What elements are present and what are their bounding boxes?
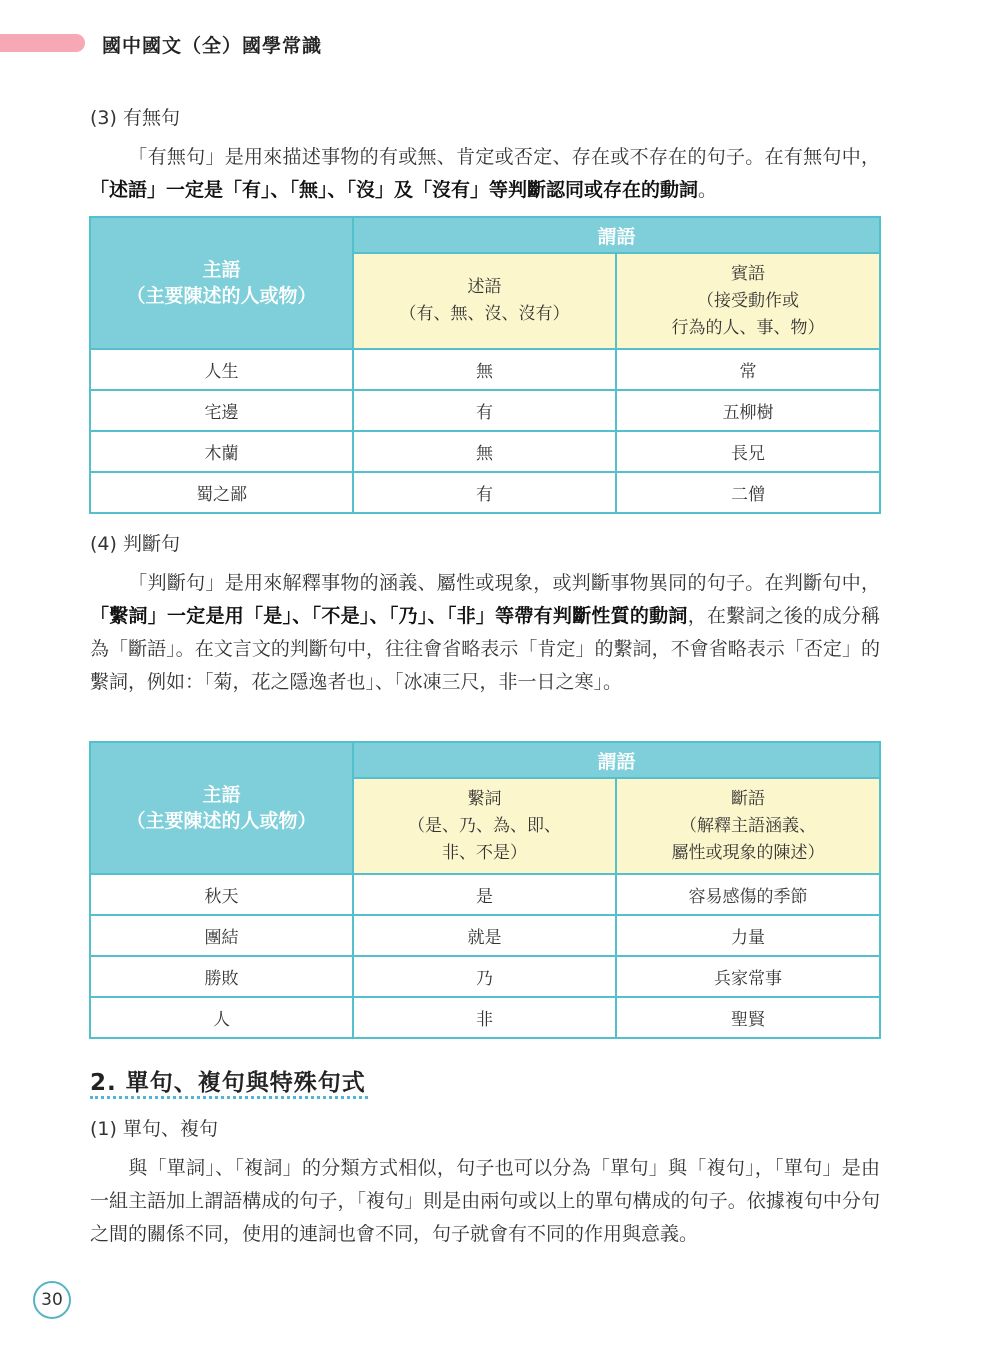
table-cell: 兵家常事 xyxy=(616,956,880,997)
paragraph-text: ，在繫詞之後的成分稱為「斷語」。在文言文的判斷句中，往往會省略表示「肯定」的繫詞，不會省略表示「否定」的繫詞，例如：「菊，花之隱逸者也」、「冰凍三尺，非一日之寒」。 xyxy=(90,605,880,693)
table-cell: 人 xyxy=(90,997,353,1038)
table-row xyxy=(90,915,880,956)
judgment-sentence-table xyxy=(89,741,881,1039)
section-title: 2. 單句、複句與特殊句式 xyxy=(90,1070,366,1096)
table-cell: 長兄 xyxy=(616,431,880,472)
paragraph-text: 。 xyxy=(698,179,718,201)
table-row xyxy=(90,431,880,472)
page-number: 30 xyxy=(33,1281,71,1319)
table-cell: 非 xyxy=(353,997,616,1038)
table-cell: 力量 xyxy=(616,915,880,956)
subheading-simple-compound: (1) 單句、複句 xyxy=(90,1118,218,1140)
existence-sentence-table xyxy=(89,216,881,514)
table-cell: 人生 xyxy=(90,349,353,390)
table-row xyxy=(90,997,880,1038)
object-header-note: 行為的人、事、物） xyxy=(671,317,825,338)
copula-header-note: （是、乃、為、即、 xyxy=(408,815,561,836)
verb-header xyxy=(353,253,616,349)
subheading-existence-sentence: (3) 有無句 xyxy=(90,107,180,129)
table-cell: 木蘭 xyxy=(90,431,353,472)
subject-header-note: （主要陳述的人或物） xyxy=(126,810,317,832)
verb-header-label: 述語 xyxy=(467,277,502,297)
predicate-complement-label: 斷語 xyxy=(731,788,765,809)
table-cell: 容易感傷的季節 xyxy=(616,874,880,915)
table-cell: 是 xyxy=(353,874,616,915)
copula-header xyxy=(353,778,616,874)
predicate-complement-header xyxy=(616,778,880,874)
table-cell: 團結 xyxy=(90,915,353,956)
copula-header-label: 繫詞 xyxy=(467,788,502,809)
predicate-header: 謂語 xyxy=(353,217,880,253)
subject-header-label: 主語 xyxy=(202,259,241,281)
table-cell: 常 xyxy=(616,349,880,390)
subject-header xyxy=(90,217,353,349)
table-cell: 蜀之鄙 xyxy=(90,472,353,513)
verb-header-note: （有、無、沒、沒有） xyxy=(399,304,570,324)
subject-header xyxy=(90,742,353,874)
object-header-label: 賓語 xyxy=(731,263,765,284)
predicate-complement-note: 屬性或現象的陳述） xyxy=(671,842,825,863)
paragraph-text: 與「單詞」、「複詞」的分類方式相似，句子也可以分為「單句」與「複句」，「單句」是由一組主語加上謂語構成的句子，「複句」則是由兩句或以上的單句構成的句子。依據複句中分句之間的關係不同，使用的連詞也會不同，句子就會有不同的作用與意義。 xyxy=(90,1157,880,1245)
table-cell: 有 xyxy=(353,390,616,431)
table-cell: 乃 xyxy=(353,956,616,997)
paragraph-bold-text: 「繫詞」一定是用「是」、「不是」、「乃」、「非」等帶有判斷性質的動詞 xyxy=(90,605,688,627)
paragraph-text: 「判斷句」是用來解釋事物的涵義、屬性或現象，或判斷事物異同的句子。在判斷句中， xyxy=(128,572,880,594)
paragraph-existence-sentence xyxy=(90,141,880,207)
table-cell: 有 xyxy=(353,472,616,513)
table-row xyxy=(90,349,880,390)
paragraph-bold-text: 「述語」一定是「有」、「無」、「沒」及「沒有」等判斷認同或存在的動詞 xyxy=(90,179,699,201)
table-row xyxy=(90,472,880,513)
predicate-header: 謂語 xyxy=(353,742,880,778)
table-cell: 無 xyxy=(353,349,616,390)
object-header-note: （接受動作或 xyxy=(697,290,799,311)
table-row xyxy=(90,956,880,997)
table-cell: 二僧 xyxy=(616,472,880,513)
table-cell: 聖賢 xyxy=(616,997,880,1038)
table-cell: 秋天 xyxy=(90,874,353,915)
header-accent-bar xyxy=(0,34,85,52)
paragraph-text: 「有無句」是用來描述事物的有或無、肯定或否定、存在或不存在的句子。在有無句中， xyxy=(128,146,880,168)
paragraph-simple-compound xyxy=(90,1152,880,1251)
table-row xyxy=(90,390,880,431)
table-cell: 宅邊 xyxy=(90,390,353,431)
predicate-complement-note: （解釋主語涵義、 xyxy=(680,815,816,836)
table-cell: 五柳樹 xyxy=(616,390,880,431)
subheading-judgment-sentence: (4) 判斷句 xyxy=(90,533,180,555)
subject-header-label: 主語 xyxy=(202,784,241,806)
table-cell: 無 xyxy=(353,431,616,472)
table-cell: 就是 xyxy=(353,915,616,956)
table-row xyxy=(90,874,880,915)
running-header-title: 國中國文（全）國學常識 xyxy=(102,35,323,57)
paragraph-judgment-sentence xyxy=(90,567,880,699)
section-title-underline xyxy=(90,1096,368,1099)
copula-header-note: 非、不是） xyxy=(442,842,527,863)
subject-header-note: （主要陳述的人或物） xyxy=(126,285,317,307)
table-cell: 勝敗 xyxy=(90,956,353,997)
object-header xyxy=(616,253,880,349)
